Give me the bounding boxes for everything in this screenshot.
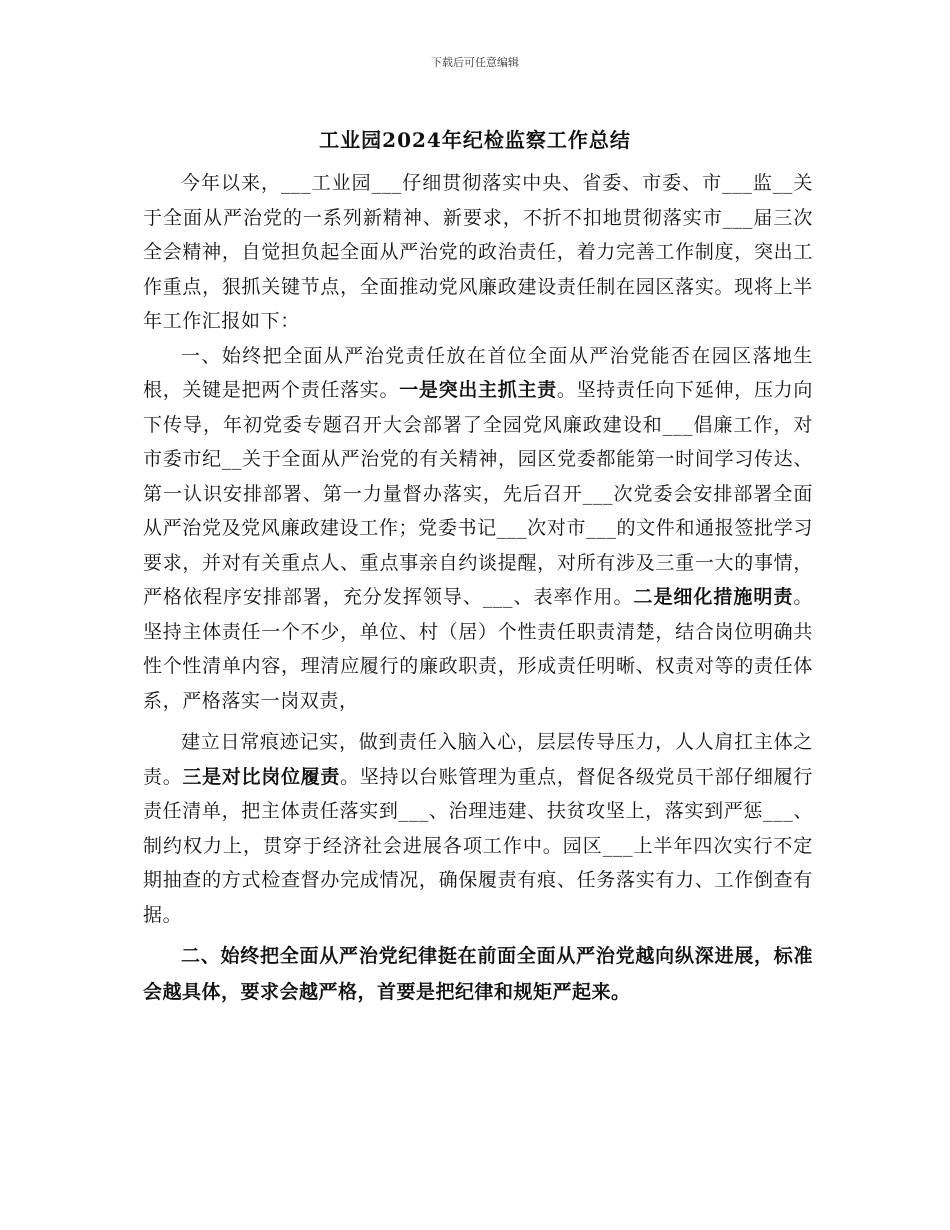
point-three-text: 。坚持以台账管理为重点，督促各级党员干部仔细履行责任清单，把主体责任落实到___、治理违建、扶贫攻坚上，落实到严惩___、制约权力上，贯穿于经济社会进展各项工作中。园区___上半年四次实行不定期抽查的方式检查督办完成情况，确保履责有痕、任务落实有力、工作倒查有据。	[143, 765, 813, 926]
point-two-text: 。坚持主体责任一个不少，单位、村（居）个性责任职责清楚，结合岗位明确共性个性清单内容，理清应履行的廉政职责，形成责任明晰、权责对等的责任体系，严格落实一岗双责，	[143, 586, 813, 712]
header-note: 下载后可任意编辑	[431, 56, 519, 69]
point-three-paragraph	[143, 725, 813, 932]
document-body	[143, 166, 813, 1010]
point-three-intro: 建立日常痕迹记实，做到责任入脑入心，层层传导压力，人人肩扛主体之责。	[143, 731, 813, 788]
section-one-text: 一、始终把全面从严治党责任放在首位全面从严治党能否在园区落地生根，关键是把两个责任落实。	[143, 344, 813, 401]
intro-paragraph: 今年以来，___工业园___仔细贯彻落实中央、省委、市委、市___监__关于全面从严治党的一系列新精神、新要求，不折不扣地贯彻落实市___届三次全会精神，自觉担负起全面从严治党的政治责任，着力完善工作制度，突出工作重点，狠抓关键节点，全面推动党风廉政建设责任制在园区落实。现将上半年工作汇报如下：	[143, 172, 813, 332]
section-one-paragraph	[143, 339, 813, 719]
document-title: 工业园2024年纪检监察工作总结	[319, 128, 631, 152]
point-one-heading: 一是突出主抓主责	[399, 379, 557, 401]
point-two-heading: 二是细化措施明责	[633, 586, 794, 608]
section-two-heading: 二、始终把全面从严治党纪律挺在前面全面从严治党越向纵深进展，标准会越具体，要求会越严格，首要是把纪律和规矩严起来。	[143, 945, 813, 1003]
point-one-text: 。坚持责任向下延伸，压力向下传导，年初党委专题召开大会部署了全园党风廉政建设和___倡廉工作，对市委市纪__关于全面从严治党的有关精神，园区党委都能第一时间学习传达、第一认识安排部署、第一力量督办落实，先后召开___次党委会安排部署全面从严治党及党风廉政建设工作；党委书记___次对市___的文件和通报签批学习要求，并对有关重点人、重点事亲自约谈提醒，对所有涉及三重一大的事情，严格依程序安排部署，充分发挥领导、___、表率作用。	[143, 379, 813, 608]
point-three-heading: 三是对比岗位履责	[182, 765, 341, 788]
